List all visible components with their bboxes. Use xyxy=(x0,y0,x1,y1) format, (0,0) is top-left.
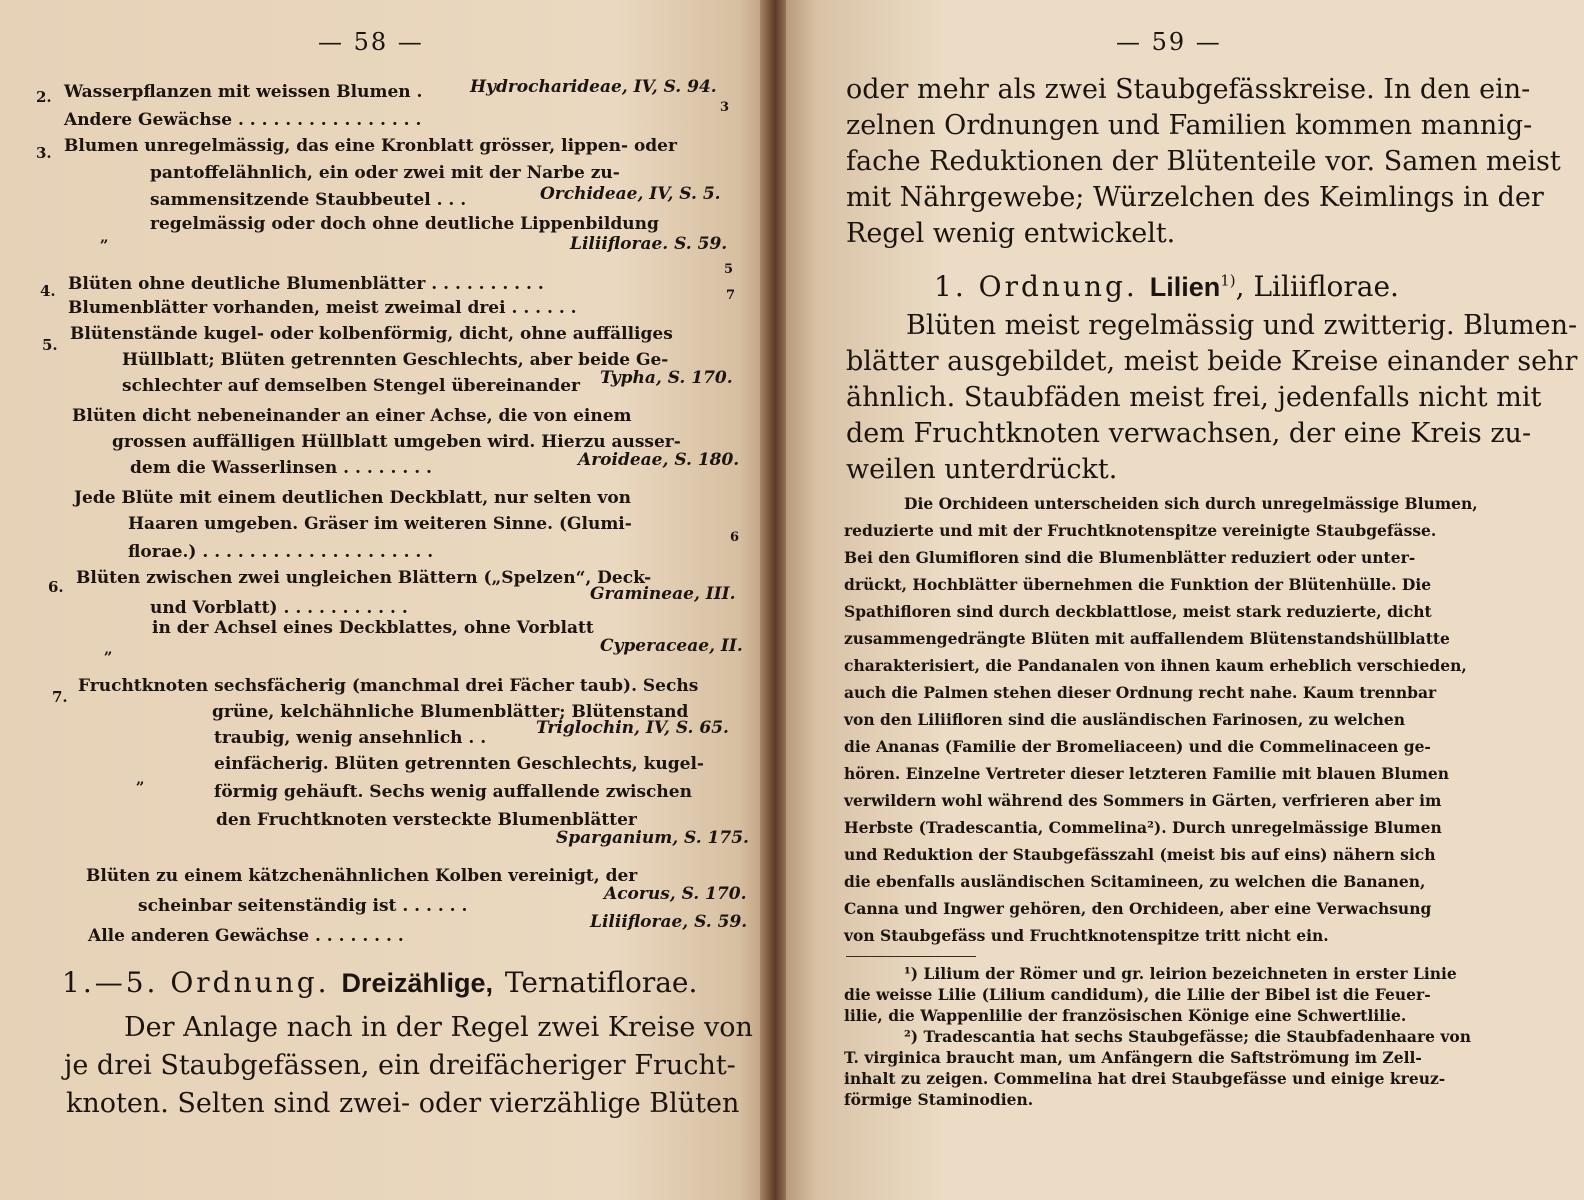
key-text: Andere Gewächse . . . . . . . . . . . . . . . . xyxy=(64,110,422,130)
key-reference: Acorus, S. 170. xyxy=(604,884,747,904)
key-reference: 5 xyxy=(724,262,734,277)
key-number: „ xyxy=(136,770,145,788)
footnote-divider xyxy=(846,956,976,957)
description-line: Blüten meist regelmässig und zwitterig. Blumen- xyxy=(906,310,1578,341)
key-reference: Liliiflorae, S. 59. xyxy=(590,912,748,932)
description-line: dem Fruchtknoten verwachsen, der eine Kreis zu- xyxy=(846,418,1532,449)
key-text: Blüten ohne deutliche Blumenblätter . . . . . . . . . . xyxy=(68,274,544,294)
order-heading-name: Lilien xyxy=(1149,272,1221,302)
small-text-line: und Reduktion der Staubgefässzahl (meist bis auf eins) nähern sich xyxy=(844,845,1436,864)
footnote-line: die weisse Lilie (Lilium candidum), die Lilie der Bibel ist die Feuer- xyxy=(844,985,1431,1004)
key-text: Blüten dicht nebeneinander an einer Achse, die von einem xyxy=(72,406,632,426)
key-text: Blüten zwischen zwei ungleichen Blättern („Spelzen“, Deck- xyxy=(76,568,652,588)
small-text-line: drückt, Hochblätter übernehmen die Funktion der Blütenhülle. Die xyxy=(844,575,1432,594)
order-heading-prefix: 1. Ordnung. xyxy=(934,270,1138,303)
key-reference: 7 xyxy=(726,288,736,303)
key-text: dem die Wasserlinsen . . . . . . . . xyxy=(130,458,432,478)
key-text: Jede Blüte mit einem deutlichen Deckblatt, nur selten von xyxy=(74,488,632,508)
body-line: Der Anlage nach in der Regel zwei Kreise von xyxy=(124,1012,753,1043)
key-reference: 3 xyxy=(720,100,730,115)
order-heading-latin: Ternatiflorae. xyxy=(504,966,698,999)
key-number: 6. xyxy=(48,578,64,596)
key-text: Blumenblätter vorhanden, meist zweimal drei . . . . . . xyxy=(68,298,577,318)
order-heading-prefix: 1.—5. Ordnung. xyxy=(62,966,330,999)
key-reference: Sparganium, S. 175. xyxy=(556,828,749,848)
key-text: Blüten zu einem kätzchenähnlichen Kolben vereinigt, der xyxy=(86,866,638,886)
small-text-line: charakterisiert, die Pandanalen von ihnen kaum erheblich verschieden, xyxy=(844,656,1467,675)
key-text: traubig, wenig ansehnlich . . xyxy=(214,728,487,748)
key-reference: 6 xyxy=(730,530,740,545)
body-line: knoten. Selten sind zwei- oder vierzählige Blüten xyxy=(66,1088,740,1119)
key-text: Alle anderen Gewächse . . . . . . . . xyxy=(88,926,404,946)
intro-line: mit Nährgewebe; Würzelchen des Keimlings in der xyxy=(846,182,1544,213)
key-number: 4. xyxy=(40,282,56,300)
intro-line: oder mehr als zwei Staubgefässkreise. In den ein- xyxy=(846,74,1531,105)
key-text: und Vorblatt) . . . . . . . . . . . xyxy=(150,598,408,618)
description-line: blätter ausgebildet, meist beide Kreise einander sehr xyxy=(846,346,1578,377)
key-text: den Fruchtknoten versteckte Blumenblätter xyxy=(216,810,637,830)
key-number: 7. xyxy=(52,688,68,706)
right-page xyxy=(786,0,1584,1200)
key-text: Fruchtknoten sechsfächerig (manchmal drei Fächer taub). Sechs xyxy=(78,676,699,696)
footnote-line: ¹) Lilium der Römer und gr. leirion bezeichneten in erster Linie xyxy=(904,964,1457,983)
small-text-line: Die Orchideen unterscheiden sich durch unregelmässige Blumen, xyxy=(904,494,1478,513)
key-text: Hüllblatt; Blüten getrennten Geschlechts, aber beide Ge- xyxy=(122,350,669,370)
key-text: grossen auffälligen Hüllblatt umgeben wird. Hierzu ausser- xyxy=(112,432,681,452)
footnote-marker: 1) xyxy=(1220,271,1236,290)
key-text: florae.) . . . . . . . . . . . . . . . . . . . . xyxy=(128,542,434,562)
key-text: schlechter auf demselben Stengel übereinander xyxy=(122,376,581,396)
key-text: grüne, kelchähnliche Blumenblätter; Blütenstand xyxy=(212,702,689,722)
key-reference: Typha, S. 170. xyxy=(600,368,733,388)
intro-line: Regel wenig entwickelt. xyxy=(846,218,1176,249)
key-text: einfächerig. Blüten getrennten Geschlechts, kugel- xyxy=(214,754,704,774)
page-number: — 58 — xyxy=(318,28,424,56)
key-text: regelmässig oder doch ohne deutliche Lippenbildung xyxy=(150,214,659,234)
key-text: in der Achsel eines Deckblattes, ohne Vorblatt xyxy=(152,618,594,638)
key-text: Blumen unregelmässig, das eine Kronblatt grösser, lippen- oder xyxy=(64,136,677,156)
small-text-line: auch die Palmen stehen dieser Ordnung recht nahe. Kaum trennbar xyxy=(844,683,1437,702)
left-page xyxy=(0,0,770,1200)
key-number: 5. xyxy=(42,336,58,354)
small-text-line: reduzierte und mit der Fruchtknotenspitze vereinigte Staubgefässe. xyxy=(844,521,1437,540)
footnote-line: förmige Staminodien. xyxy=(844,1090,1034,1109)
footnote-line: inhalt zu zeigen. Commelina hat drei Staubgefässe und einige kreuz- xyxy=(844,1069,1446,1088)
footnote-line: ²) Tradescantia hat sechs Staubgefässe; die Staubfadenhaare von xyxy=(904,1027,1471,1046)
key-number: 2. xyxy=(36,88,52,106)
intro-line: fache Reduktionen der Blütenteile vor. Samen meist xyxy=(846,146,1561,177)
small-text-line: zusammengedrängte Blüten mit auffallendem Blütenstandshüllblatte xyxy=(844,629,1450,648)
key-text: scheinbar seitenständig ist . . . . . . xyxy=(138,896,468,916)
key-text: förmig gehäuft. Sechs wenig auffallende zwischen xyxy=(214,782,692,802)
key-text: Haaren umgeben. Gräser im weiteren Sinne. (Glumi- xyxy=(128,514,632,534)
key-text: pantoffelähnlich, ein oder zwei mit der Narbe zu- xyxy=(150,163,620,183)
key-number: „ xyxy=(100,228,109,246)
key-reference: Cyperaceae, II. xyxy=(600,636,743,656)
key-reference: Triglochin, IV, S. 65. xyxy=(536,718,729,738)
key-number: „ xyxy=(104,640,113,658)
small-text-line: verwildern wohl während des Sommers in Gärten, verfrieren aber im xyxy=(844,791,1442,810)
small-text-line: die Ananas (Familie der Bromeliaceen) und die Commelinaceen ge- xyxy=(844,737,1431,756)
intro-line: zelnen Ordnungen und Familien kommen mannig- xyxy=(846,110,1533,141)
description-line: weilen unterdrückt. xyxy=(846,454,1118,485)
key-reference: Orchideae, IV, S. 5. xyxy=(540,184,721,204)
small-text-line: hören. Einzelne Vertreter dieser letzteren Familie mit blauen Blumen xyxy=(844,764,1450,783)
footnote-line: T. virginica braucht man, um Anfängern die Saftströmung im Zell- xyxy=(844,1048,1422,1067)
key-reference: Liliiflorae. S. 59. xyxy=(570,234,728,254)
small-text-line: Spathifloren sind durch deckblattlose, meist stark reduzierte, dicht xyxy=(844,602,1432,621)
key-number: 3. xyxy=(36,144,52,162)
key-reference: Hydrocharideae, IV, S. 94. xyxy=(470,77,717,97)
small-text-line: Bei den Glumifloren sind die Blumenblätter reduziert oder unter- xyxy=(844,548,1416,567)
footnote-line: lilie, die Wappenlilie der französischen Könige eine Schwertlilie. xyxy=(844,1006,1407,1025)
key-reference: Gramineae, III. xyxy=(590,584,736,604)
small-text-line: Herbste (Tradescantia, Commelina²). Durch unregelmässige Blumen xyxy=(844,818,1442,837)
order-heading xyxy=(62,966,697,999)
body-line: je drei Staubgefässen, ein dreifächeriger Frucht- xyxy=(64,1050,736,1081)
key-text: Wasserpflanzen mit weissen Blumen . xyxy=(64,82,423,102)
key-text: Blütenstände kugel- oder kolbenförmig, dicht, ohne auffälliges xyxy=(70,324,673,344)
order-heading-latin: , Liliiflorae. xyxy=(1235,270,1399,303)
small-text-line: von den Liliifloren sind die ausländischen Farinosen, zu welchen xyxy=(844,710,1406,729)
order-heading-name: Dreizählige, xyxy=(341,968,493,998)
key-reference: Aroideae, S. 180. xyxy=(578,450,740,470)
small-text-line: von Staubgefäss und Fruchtknotenspitze tritt nicht ein. xyxy=(844,926,1329,945)
description-line: ähnlich. Staubfäden meist frei, jedenfalls nicht mit xyxy=(846,382,1542,413)
page-number: — 59 — xyxy=(1116,28,1222,56)
small-text-line: Canna und Ingwer gehören, den Orchideen, aber eine Verwachsung xyxy=(844,899,1432,918)
small-text-line: die ebenfalls ausländischen Scitamineen, zu welchen die Bananen, xyxy=(844,872,1426,891)
key-text: sammensitzende Staubbeutel . . . xyxy=(150,190,467,210)
order-heading xyxy=(934,270,1399,303)
